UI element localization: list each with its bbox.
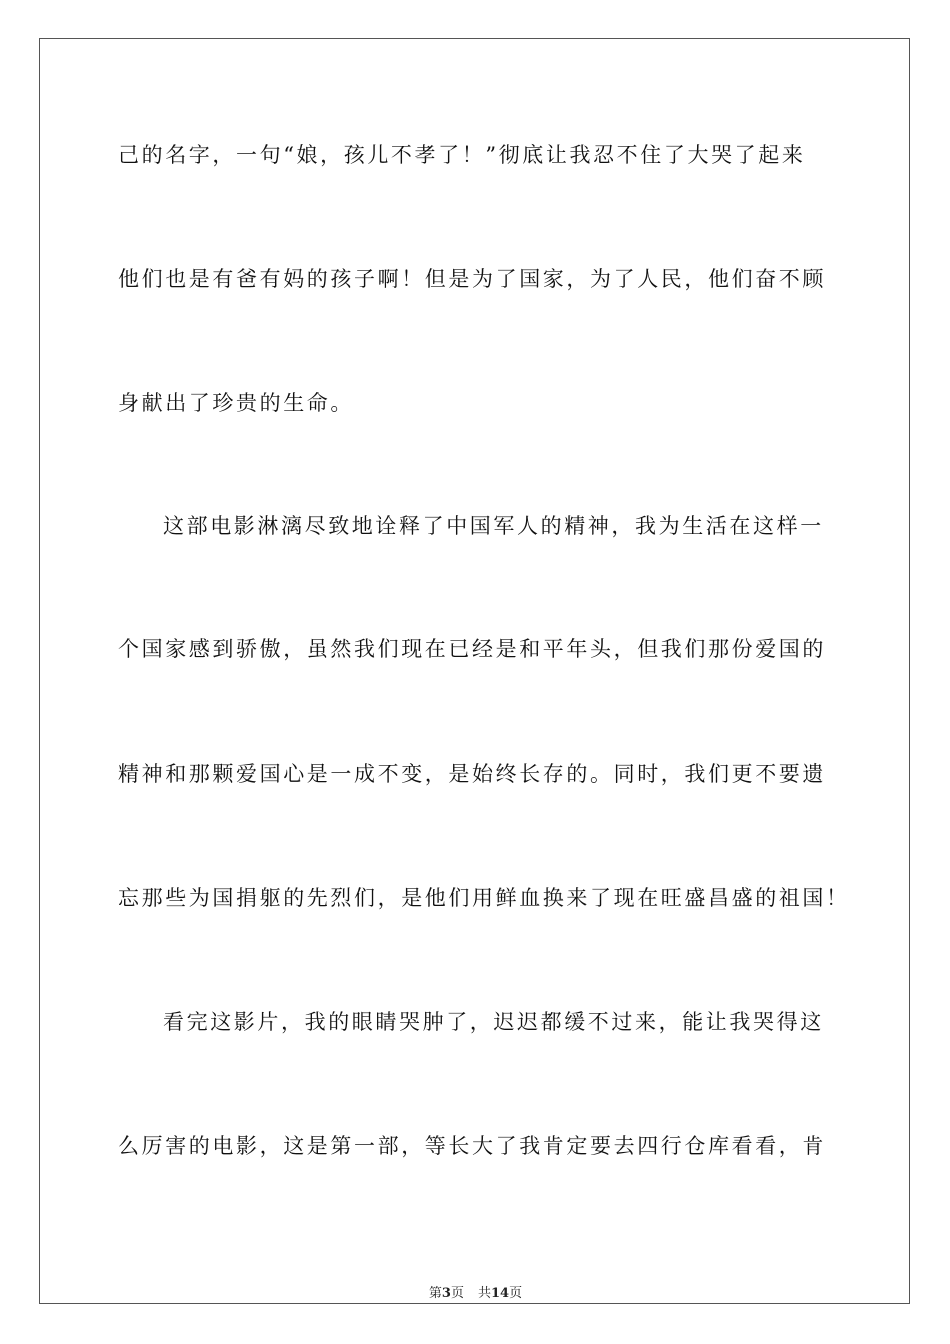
text-line: 身献出了珍贵的生命。 (118, 391, 354, 415)
page-suffix: 页 (450, 1286, 464, 1301)
text-line: 他们也是有爸有妈的孩子啊！但是为了国家，为了人民，他们奋不顾 (118, 267, 826, 291)
text-line: 己的名字，一句“娘，孩儿不孝了！”彻底让我忍不住了大哭了起来 (118, 143, 806, 167)
text-line: 忘那些为国捐躯的先烈们，是他们用鲜血换来了现在旺盛昌盛的祖国！ (118, 886, 850, 910)
text-line: 精神和那颗爱国心是一成不变，是始终长存的。同时，我们更不要遗 (118, 762, 826, 786)
total-suffix: 页 (509, 1286, 523, 1301)
total-pages: 14 (490, 1286, 510, 1301)
text-line: 么厉害的电影，这是第一部，等长大了我肯定要去四行仓库看看，肯 (118, 1134, 826, 1158)
total-prefix: 共 (477, 1286, 491, 1301)
page-number: 3 (441, 1286, 451, 1301)
page-frame (39, 38, 910, 1304)
page-footer (40, 1286, 911, 1302)
text-line: 个国家感到骄傲，虽然我们现在已经是和平年头，但我们那份爱国的 (118, 637, 826, 661)
page-prefix: 第 (428, 1286, 442, 1301)
paragraph-first-line: 看完这影片，我的眼睛哭肿了，迟迟都缓不过来，能让我哭得这 (163, 1010, 824, 1034)
paragraph-first-line: 这部电影淋漓尽致地诠释了中国军人的精神，我为生活在这样一 (163, 514, 824, 538)
